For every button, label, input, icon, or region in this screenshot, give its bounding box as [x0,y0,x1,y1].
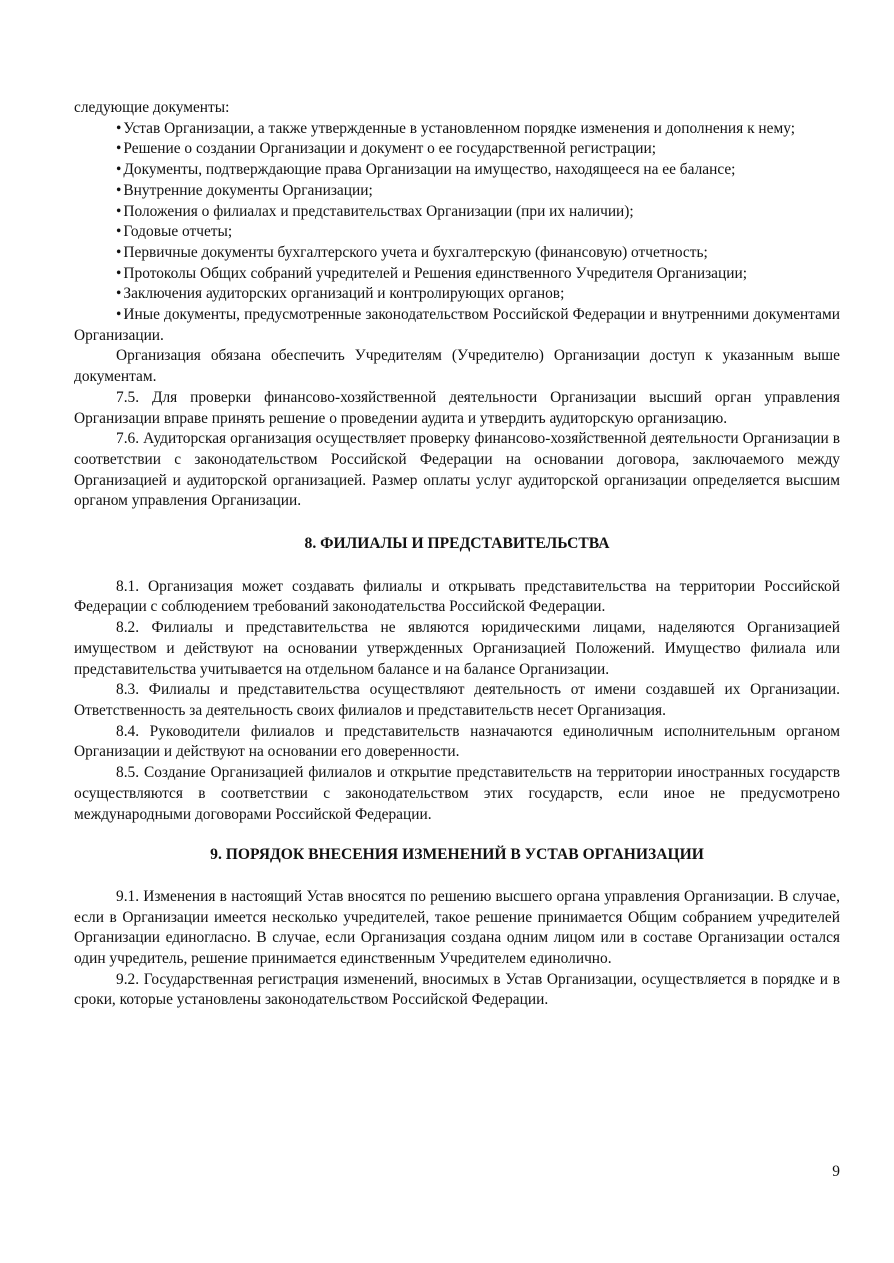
bullet-icon: • [116,161,122,179]
bullet-text: Заключения аудиторских организаций и контролирующих органов; [123,285,565,303]
bullet-item [74,202,840,223]
bullet-text: Документы, подтверждающие права Организации на имущество, находящееся на ее балансе; [123,161,736,179]
paragraph-8-4: 8.4. Руководители филиалов и представительств назначаются единоличным исполнительным органом Организации и действуют на основании его доверенности. [74,722,840,761]
bullet-icon: • [116,264,122,282]
section-9-heading: 9. ПОРЯДОК ВНЕСЕНИЯ ИЗМЕНЕНИЙ В УСТАВ ОРГАНИЗАЦИИ [210,846,704,864]
bullet-icon: • [116,202,122,220]
bullet-icon: • [116,140,122,158]
bullet-item [74,222,840,243]
paragraph-9-1: 9.1. Изменения в настоящий Устав вносятся по решению высшего органа управления Организации. В случае, если в Организации имеется несколько учредителей, такое решение принимается Общим собранием учредителей Организации единогласно. В случае, если Организация создана одним лицом или в составе Организации остался один учредитель, решение принимается единственным Учредителем единолично. [74,887,840,968]
bullet-icon: • [116,243,122,261]
paragraph-8-3: 8.3. Филиалы и представительства осуществляют деятельность от имени создавшей их Организации. Ответственность за деятельность своих филиалов и представительств несет Организация. [74,681,840,719]
intro-line: следующие документы: [74,99,230,116]
paragraph-8-2: 8.2. Филиалы и представительства не являются юридическими лицами, наделяются Организацией имуществом и действуют на основании утвержденных Организацией Положений. Имущество филиала или представительства учитывается на отдельном балансе и на балансе Организации. [74,619,840,678]
bullet-item [74,264,840,285]
bullet-icon: • [116,119,122,137]
bullet-icon: • [116,181,122,199]
bullet-text: Положения о филиалах и представительствах Организации (при их наличии); [123,202,634,220]
bullet-text: Устав Организации, а также утвержденные в установленном порядке изменения и дополнения к нему; [123,119,795,137]
bullet-text: Первичные документы бухгалтерского учета и бухгалтерскую (финансовую) отчетность; [123,243,708,261]
bullet-item [74,284,840,305]
bullet-text: Внутренние документы Организации; [123,181,373,199]
page-number: 9 [832,1163,840,1180]
paragraph-8-1: 8.1. Организация может создавать филиалы и открывать представительства на территории Российской Федерации с соблюдением требований законодательства Российской Федерации. [74,577,840,616]
section-8-heading: 8. ФИЛИАЛЫ И ПРЕДСТАВИТЕЛЬСТВА [304,535,610,553]
paragraph-7-5: 7.5. Для проверки финансово-хозяйственной деятельности Организации высший орган управления Организации вправе принять решение о проведении аудита и утвердить аудиторскую организацию. [74,388,840,427]
access-paragraph: Организация обязана обеспечить Учредителям (Учредителю) Организации доступ к указанным выше документам. [74,347,840,386]
paragraph-7-6: 7.6. Аудиторская организация осуществляет проверку финансово-хозяйственной деятельности Организации в соответствии с законодательством Российской Федерации на основании договора, заключаемого между Организацией и аудиторской организацией. Размер оплаты услуг аудиторской организации определяется высшим органом управления Организации. [74,430,840,510]
bullet-text: Иные документы, предусмотренные законодательством Российской Федерации и внутренними документами Организации. [74,306,840,344]
bullet-item [74,160,840,181]
paragraph-8-5: 8.5. Создание Организацией филиалов и открытие представительств на территории иностранных государств осуществляются в соответствии с законодательством этих государств, если иное не предусмотрено международными договорами Российской Федерации. [74,764,840,823]
bullet-item [74,181,840,202]
bullet-text: Решение о создании Организации и документ о ее государственной регистрации; [123,140,657,158]
bullet-item [74,243,840,264]
bullet-icon: • [116,306,122,324]
bullet-icon: • [116,223,122,241]
bullet-text: Протоколы Общих собраний учредителей и Решения единственного Учредителя Организации; [123,264,747,282]
bullet-text: Годовые отчеты; [123,223,233,241]
paragraph-9-2: 9.2. Государственная регистрация изменений, вносимых в Устав Организации, осуществляется в порядке и в сроки, которые установлены законодательством Российской Федерации. [74,970,840,1009]
bullet-item [74,139,840,160]
document-page [74,98,840,1011]
bullet-icon: • [116,285,122,303]
bullet-item [74,119,840,140]
bullet-item [74,305,840,346]
